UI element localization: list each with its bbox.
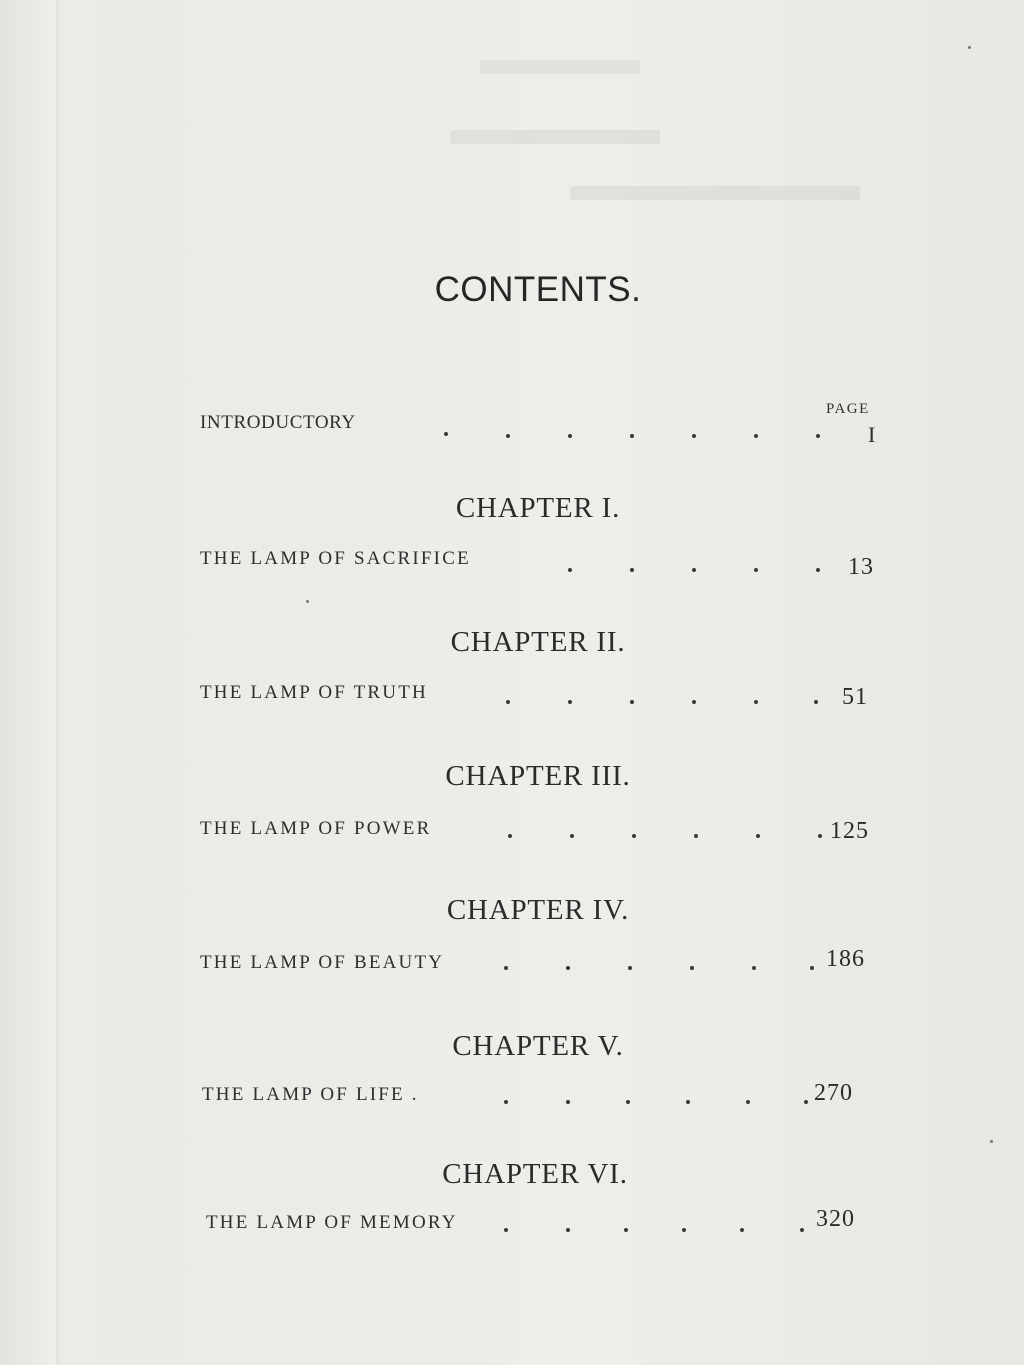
page-column-label: PAGE (826, 401, 870, 417)
toc-entry-introductory[interactable] (200, 412, 880, 447)
toc-entry-page: 320 (816, 1206, 855, 1232)
toc-entry-page: I (868, 422, 877, 447)
toc-entry-title: THE LAMP OF BEAUTY (200, 952, 445, 973)
toc-entry-page: 13 (848, 554, 874, 580)
toc-entry-title: THE LAMP OF SACRIFICE (200, 548, 471, 569)
toc-entry-title: THE LAMP OF LIFE . (202, 1084, 419, 1105)
toc-entry-page: 125 (830, 818, 869, 844)
toc-entry-page: 186 (826, 946, 865, 972)
toc-entry[interactable] (200, 548, 880, 578)
chapter-heading: CHAPTER VI. (442, 1158, 628, 1190)
chapter-heading: CHAPTER II. (450, 626, 626, 658)
toc-entry[interactable] (200, 1206, 880, 1242)
toc-entry[interactable] (200, 682, 880, 712)
chapter-heading: CHAPTER III. (445, 760, 631, 792)
paper-speck (968, 46, 971, 49)
toc-entry-title: THE LAMP OF POWER (200, 818, 432, 839)
chapter-heading: CHAPTER I. (455, 492, 621, 524)
toc-entry[interactable] (200, 818, 880, 848)
toc-entry-page: 270 (814, 1080, 853, 1106)
toc-entry-title: THE LAMP OF MEMORY (206, 1212, 458, 1233)
toc-entry-title: THE LAMP OF TRUTH (200, 682, 428, 703)
chapter-heading: CHAPTER IV. (446, 894, 630, 926)
chapter-heading: CHAPTER V. (452, 1030, 624, 1062)
show-through-from-reverse-page (440, 60, 880, 220)
toc-entry-page: 51 (842, 684, 868, 710)
paper-speck (306, 600, 309, 603)
toc-entry[interactable] (200, 1080, 880, 1114)
toc-entry-title: INTRODUCTORY (200, 412, 356, 433)
paper-speck (990, 1140, 993, 1143)
toc-entry[interactable] (200, 946, 880, 982)
contents-title: CONTENTS. (434, 270, 642, 309)
